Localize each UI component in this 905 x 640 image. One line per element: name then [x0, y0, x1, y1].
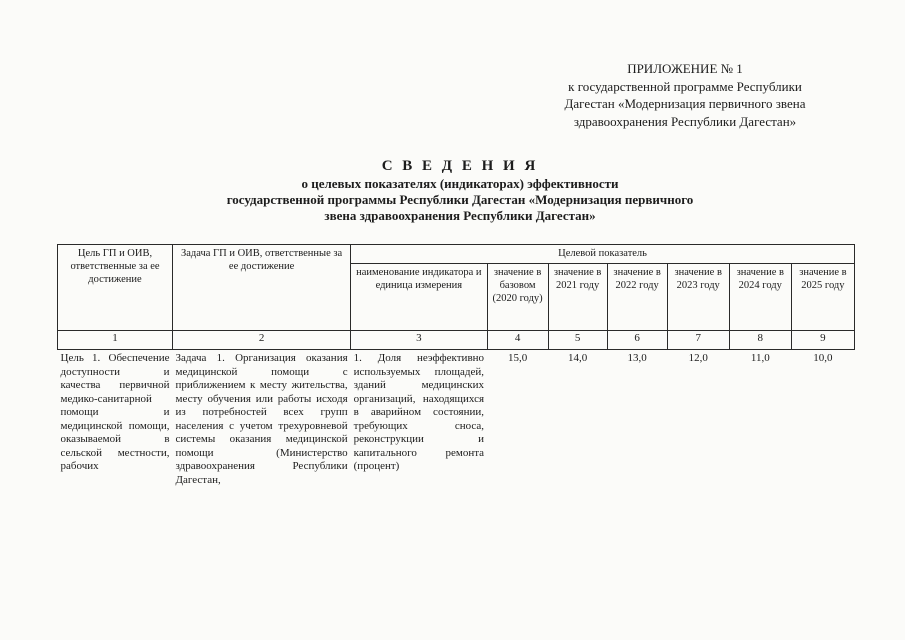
- appendix-block: [520, 60, 850, 130]
- column-number: 4: [487, 331, 548, 350]
- header-2022: значение в 2022 году: [607, 264, 667, 331]
- indicators-table: [57, 244, 855, 489]
- header-target: Целевой показатель: [351, 245, 855, 264]
- column-number: 6: [607, 331, 667, 350]
- header-row: [58, 245, 855, 264]
- indicator-cell: 1. Доля неэффективно используемых площадей, зданий медицинских организаций, находящихся в аварийном состоянии, требующих сноса, реконструкции и капитального ремонта (процент): [351, 350, 487, 490]
- header-2025: значение в 2025 году: [791, 264, 854, 331]
- header-2021: значение в 2021 году: [548, 264, 607, 331]
- document-title: [100, 158, 820, 224]
- title-line: о целевых показателях (индикаторах) эффективности: [301, 176, 619, 191]
- value-2024-cell: 11,0: [729, 350, 791, 490]
- column-number: 9: [791, 331, 854, 350]
- title-line: государственной программы Республики Дагестан «Модернизация первичного: [226, 192, 694, 207]
- header-goal: Цель ГП и ОИВ, ответственные за ее достижение: [58, 245, 173, 331]
- value-2021-cell: 14,0: [548, 350, 607, 490]
- column-number: 5: [548, 331, 607, 350]
- task-cell: Задача 1. Организация оказания медицинской помощи с приближением к месту жительства, месту обучения или работы исходя из потребностей всех групп населения с учетом трехуровневой системы оказания медицинской помощи (Министерство здравоохранения Республики Дагестан,: [173, 350, 351, 490]
- goal-cell: Цель 1. Обеспечение доступности и качества первичной медико-санитарной помощи и медицинской помощи, оказываемой в сельской местности, рабочих: [58, 350, 173, 490]
- column-number: 1: [58, 331, 173, 350]
- header-2024: значение в 2024 году: [729, 264, 791, 331]
- column-numbers-row: [58, 331, 855, 350]
- value-2022-cell: 13,0: [607, 350, 667, 490]
- header-task: Задача ГП и ОИВ, ответственные за ее достижение: [173, 245, 351, 331]
- column-number: 7: [667, 331, 729, 350]
- table-row: [58, 350, 855, 490]
- base-value-cell: 15,0: [487, 350, 548, 490]
- header-2023: значение в 2023 году: [667, 264, 729, 331]
- column-number: 2: [173, 331, 351, 350]
- column-number: 8: [729, 331, 791, 350]
- value-2023-cell: 12,0: [667, 350, 729, 490]
- appendix-number: ПРИЛОЖЕНИЕ № 1: [627, 61, 743, 76]
- header-base: значение в базовом (2020 году): [487, 264, 548, 331]
- header-indicator: наименование индикатора и единица измерения: [351, 264, 487, 331]
- value-2025-cell: 10,0: [791, 350, 854, 490]
- title-line: звена здравоохранения Республики Дагестан»: [324, 208, 596, 223]
- appendix-line: к государственной программе Республики: [568, 78, 802, 94]
- appendix-line: здравоохранения Республики Дагестан»: [573, 113, 797, 129]
- column-number: 3: [351, 331, 487, 350]
- title-heading: С В Е Д Е Н И Я: [381, 158, 539, 174]
- appendix-line: Дагестан «Модернизация первичного звена: [564, 96, 806, 111]
